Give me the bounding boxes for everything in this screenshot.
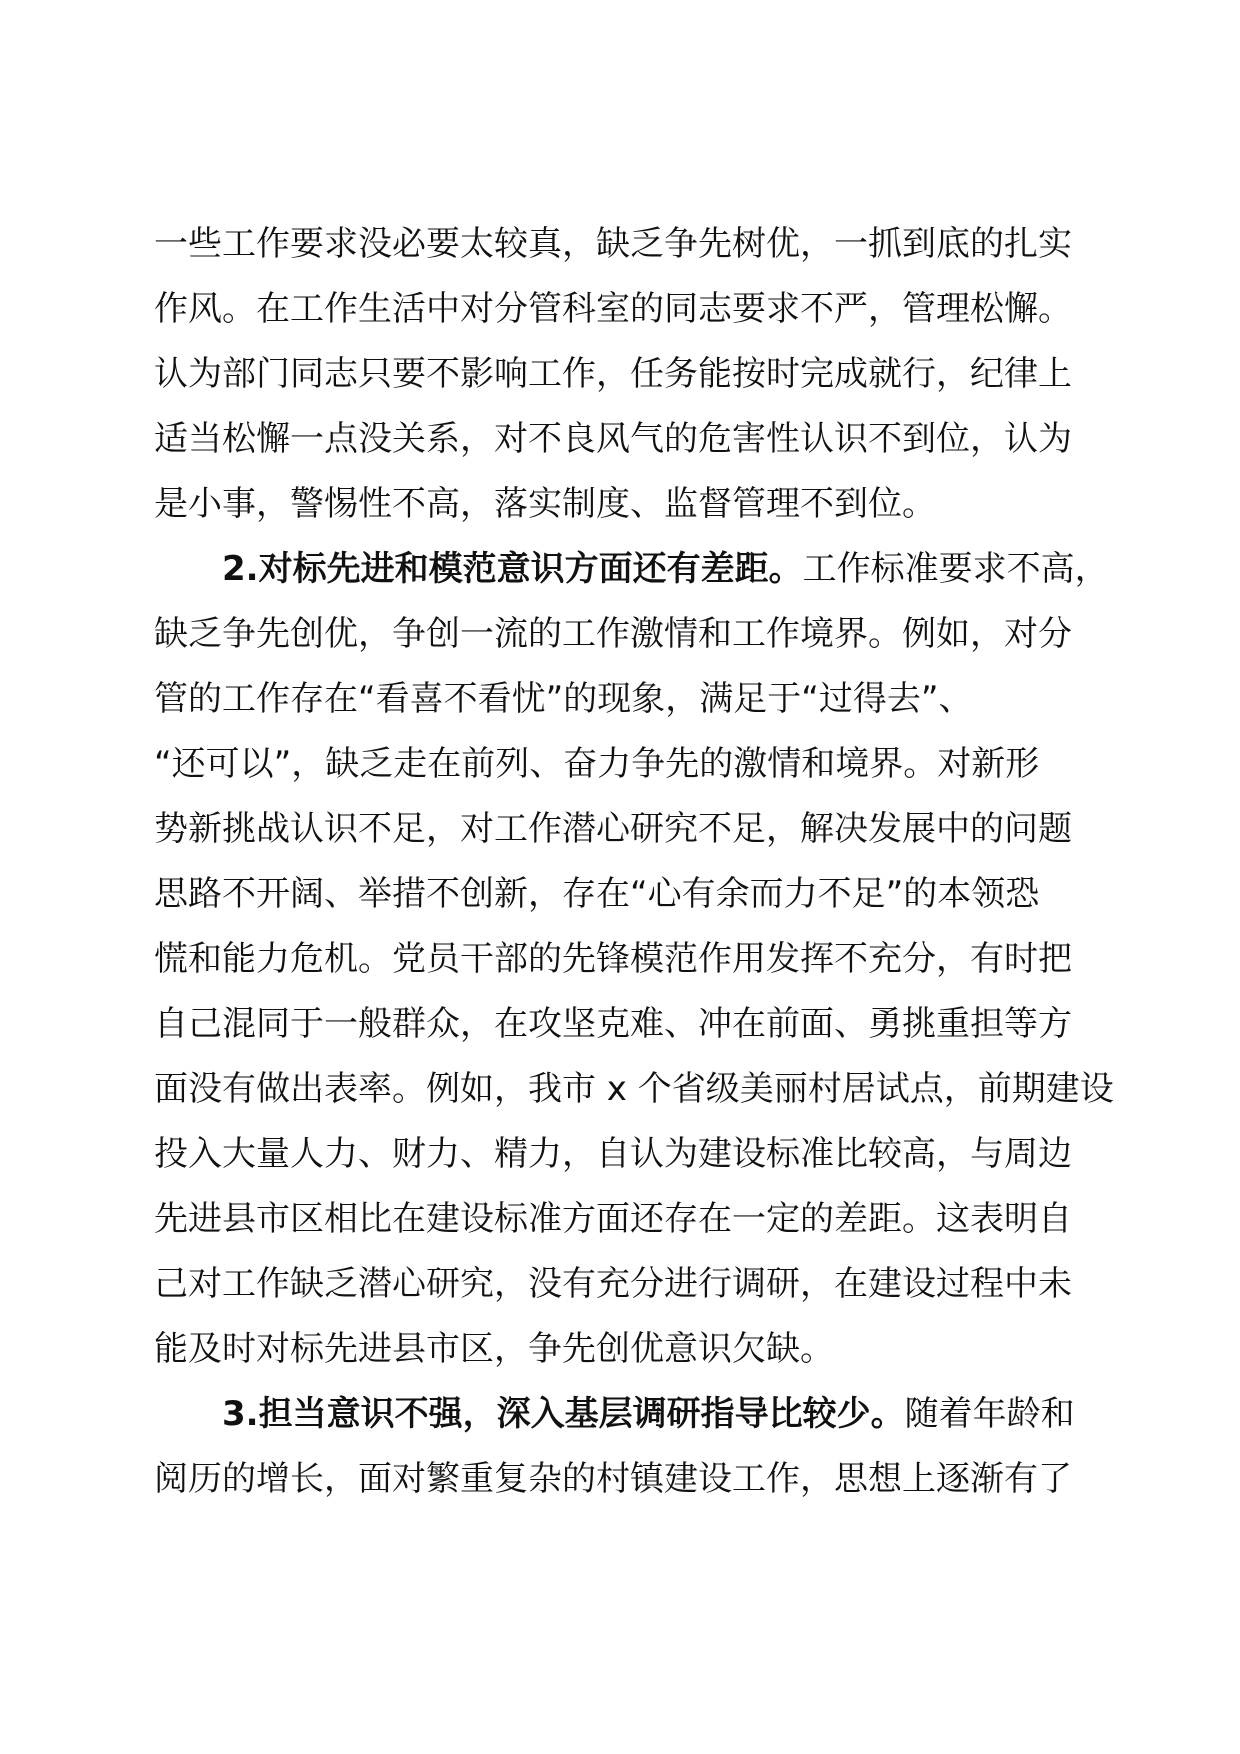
- paragraph-line: 认为部门同志只要不影响工作，任务能按时完成就行，纪律上: [154, 354, 1072, 394]
- document-body: [154, 212, 1114, 1512]
- paragraph-line: 面没有做出表率。例如，我市 x 个省级美丽村居试点，前期建设: [154, 1069, 1114, 1109]
- paragraph-line: 缺乏争先创优，争创一流的工作激情和工作境界。例如，对分: [154, 614, 1072, 654]
- paragraph-line: 慌和能力危机。党员干部的先锋模范作用发挥不充分，有时把: [154, 939, 1072, 979]
- paragraph-line: 是小事，警惕性不高，落实制度、监督管理不到位。: [154, 484, 936, 524]
- paragraph-line: 适当松懈一点没关系，对不良风气的危害性认识不到位，认为: [154, 419, 1072, 459]
- paragraph-line: 作风。在工作生活中对分管科室的同志要求不严，管理松懈。: [154, 289, 1072, 329]
- section-3-first-line: [154, 1382, 1104, 1447]
- paragraph-line: 管的工作存在“看喜不看忧”的现象，满足于“过得去”、: [154, 679, 973, 719]
- paragraph-line: 先进县市区相比在建设标准方面还存在一定的差距。这表明自: [154, 1199, 1072, 1239]
- paragraph-line: 自己混同于一般群众，在攻坚克难、冲在前面、勇挑重担等方: [154, 1004, 1072, 1044]
- paragraph-line: “还可以”，缺乏走在前列、奋力争先的激情和境界。对新形: [154, 744, 1040, 784]
- section-2-first-line: [154, 537, 1109, 602]
- paragraph-line: 思路不开阔、举措不创新，存在“心有余而力不足”的本领恐: [154, 874, 1040, 914]
- paragraph-line: 阅历的增长，面对繁重复杂的村镇建设工作，思想上逐渐有了: [154, 1459, 1072, 1499]
- section-3-first-line-text: 随着年龄和: [904, 1394, 1075, 1434]
- section-3-heading: 3.担当意识不强，深入基层调研指导比较少。: [222, 1394, 905, 1434]
- paragraph-line: 己对工作缺乏潜心研究，没有充分进行调研，在建设过程中未: [154, 1264, 1072, 1304]
- paragraph-line: 投入大量人力、财力、精力，自认为建设标准比较高，与周边: [154, 1134, 1072, 1174]
- paragraph-line: 一些工作要求没必要太较真，缺乏争先树优，一抓到底的扎实: [154, 224, 1072, 264]
- paragraph-line: 能及时对标先进县市区，争先创优意识欠缺。: [154, 1329, 834, 1369]
- section-2-first-line-text: 工作标准要求不高，: [802, 549, 1109, 589]
- section-2-heading: 2.对标先进和模范意识方面还有差距。: [222, 549, 803, 589]
- paragraph-line: 势新挑战认识不足，对工作潜心研究不足，解决发展中的问题: [154, 809, 1072, 849]
